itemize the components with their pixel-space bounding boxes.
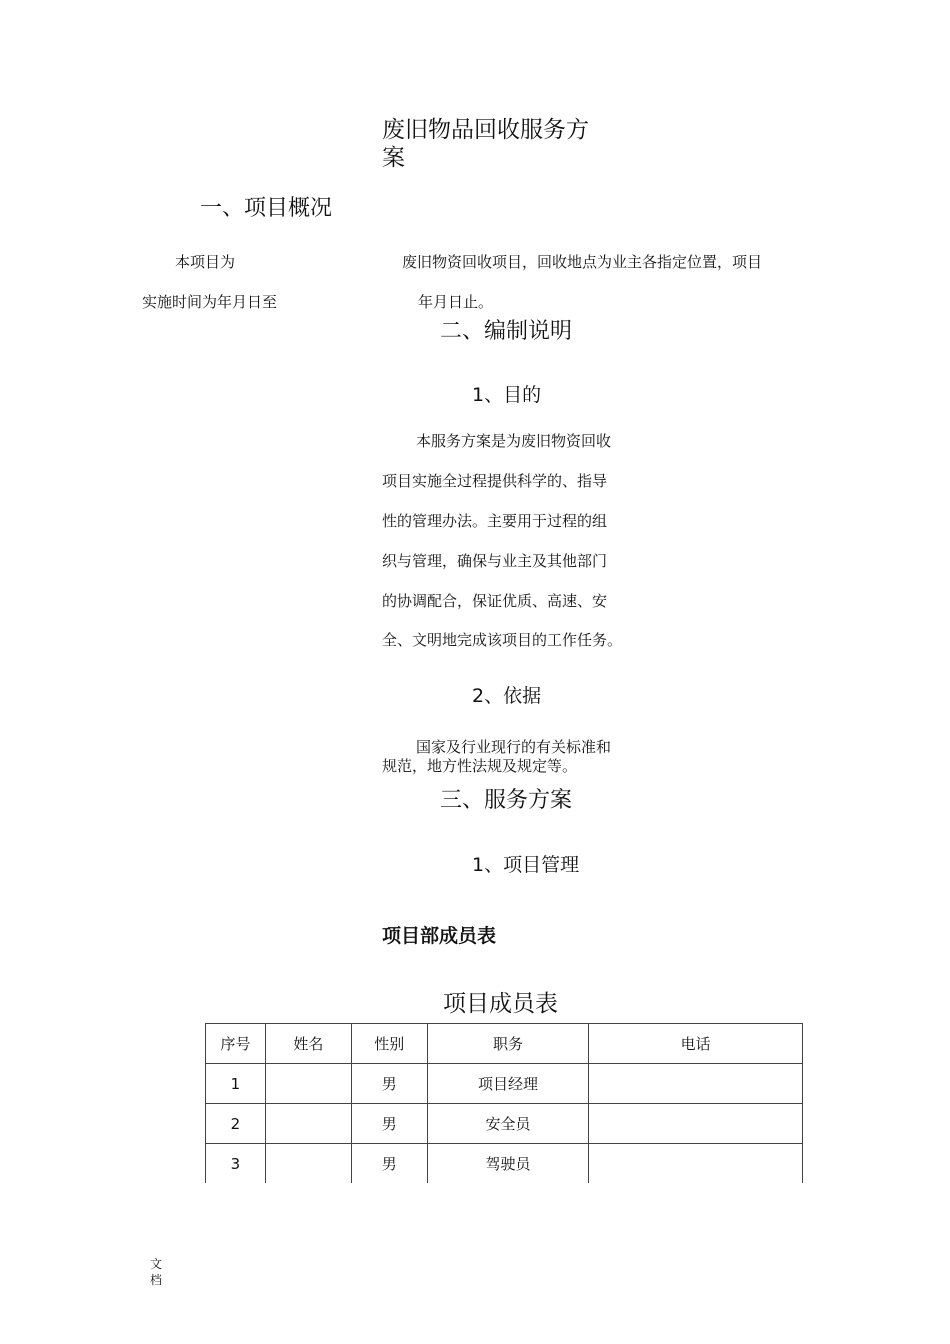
cell-index: 3 (206, 1144, 266, 1184)
overview-line-1-start: 本项目为 (175, 253, 236, 271)
footer-char: 档 (150, 1273, 163, 1287)
cell-phone (589, 1144, 803, 1184)
basis-line: 国家及行业现行的有关标准和 (416, 738, 612, 756)
purpose-line: 的协调配合，保证优质、高速、安 (382, 592, 608, 610)
overview-line-2-start: 实施时间为年月日至 (142, 293, 278, 311)
cell-position: 安全员 (427, 1104, 589, 1144)
table-row (206, 1064, 803, 1104)
header-phone: 电话 (589, 1024, 803, 1064)
header-name: 姓名 (265, 1024, 351, 1064)
cell-phone (589, 1064, 803, 1104)
overview-line-1-end: 废旧物资回收项目，回收地点为业主各指定位置，项目 (402, 253, 763, 271)
title-line-1: 废旧物品回收服务方 (382, 117, 589, 143)
page-footer (150, 1256, 162, 1288)
table-title: 项目成员表 (443, 991, 558, 1017)
section-1-heading: 一、项目概况 (200, 196, 333, 221)
purpose-line: 本服务方案是为废旧物资回收 (416, 432, 612, 450)
subsection-purpose: 1、目的 (472, 384, 542, 406)
cell-name (265, 1104, 351, 1144)
member-table (205, 1023, 803, 1183)
cell-name (265, 1064, 351, 1104)
footer-char: 文 (150, 1257, 163, 1271)
cell-phone (589, 1104, 803, 1144)
member-table-label: 项目部成员表 (382, 925, 497, 947)
purpose-line: 性的管理办法。主要用于过程的组 (382, 512, 608, 530)
header-position: 职务 (427, 1024, 589, 1064)
cell-gender: 男 (351, 1144, 427, 1184)
cell-gender: 男 (351, 1104, 427, 1144)
cell-name (265, 1144, 351, 1184)
subsection-project-management: 1、项目管理 (472, 854, 580, 876)
document-title (382, 116, 589, 172)
cell-position: 驾驶员 (427, 1144, 589, 1184)
table-row (206, 1144, 803, 1184)
header-gender: 性别 (351, 1024, 427, 1064)
table-row (206, 1104, 803, 1144)
purpose-line: 项目实施全过程提供科学的、指导 (382, 472, 608, 490)
cell-index: 2 (206, 1104, 266, 1144)
section-2-heading: 二、编制说明 (440, 319, 573, 344)
overview-line-2-end: 年月日止。 (418, 293, 494, 311)
cell-gender: 男 (351, 1064, 427, 1104)
table-header-row (206, 1024, 803, 1064)
basis-line: 规范，地方性法规及规定等。 (382, 757, 578, 775)
purpose-line: 全、文明地完成该项目的工作任务。 (382, 631, 623, 649)
purpose-line: 织与管理，确保与业主及其他部门 (382, 552, 608, 570)
header-index: 序号 (206, 1024, 266, 1064)
subsection-basis: 2、依据 (472, 685, 542, 707)
section-3-heading: 三、服务方案 (440, 788, 573, 813)
cell-position: 项目经理 (427, 1064, 589, 1104)
title-line-2: 案 (382, 145, 405, 171)
cell-index: 1 (206, 1064, 266, 1104)
